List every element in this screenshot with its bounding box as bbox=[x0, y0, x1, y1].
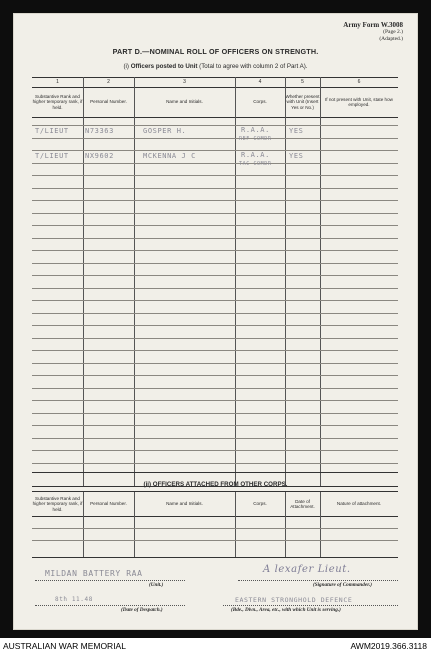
row-rule bbox=[32, 300, 398, 301]
column-number: 3 bbox=[183, 79, 186, 85]
row-rule bbox=[32, 275, 398, 276]
entry-2-name: MCKENNA J C bbox=[143, 152, 196, 160]
row-rule bbox=[32, 540, 398, 541]
row-rule bbox=[32, 138, 398, 139]
column-number: 5 bbox=[301, 79, 304, 85]
row-rule bbox=[32, 528, 398, 529]
despatch-value: 8th 11.48 bbox=[55, 596, 93, 603]
entry-2-corps-note: TAC COMDR bbox=[239, 161, 272, 167]
form-title: PART D.—NOMINAL ROLL OF OFFICERS ON STRENGTH. bbox=[112, 47, 319, 56]
caption-source: AUSTRALIAN WAR MEMORIAL bbox=[3, 641, 126, 651]
row-rule bbox=[32, 263, 398, 264]
area-label: (Bde., Divn., Area, etc., with which Unit is serving.) bbox=[231, 607, 341, 613]
subtitle-rest: (Total to agree with column 2 of Part A). bbox=[199, 63, 308, 70]
entry-2-corps: R.A.A. bbox=[241, 151, 270, 159]
section2-title: (ii) OFFICERS ATTACHED FROM OTHER CORPS. bbox=[143, 481, 288, 488]
column-number: 4 bbox=[258, 79, 262, 85]
header-present: Whether present with Unit (Insert Yes or No.) bbox=[285, 94, 320, 110]
area-value: EASTERN STRONGHOLD DEFENCE bbox=[235, 596, 353, 604]
entry-2-present: YES bbox=[289, 152, 304, 160]
row-rule bbox=[32, 288, 398, 289]
column-rule bbox=[320, 492, 321, 557]
entry-2-number: NX9602 bbox=[85, 152, 114, 160]
entry-1-present: YES bbox=[289, 127, 304, 135]
row-rule bbox=[32, 325, 398, 326]
entry-1-corps: R.A.A. bbox=[241, 126, 270, 134]
header-personal-number: Personal Number. bbox=[90, 99, 127, 105]
row-rule bbox=[32, 238, 398, 239]
row-rule bbox=[32, 375, 398, 376]
subtitle-bold: Officers posted to Unit bbox=[130, 63, 198, 70]
row-rule bbox=[32, 250, 398, 251]
header2-nature: Nature of attachment. bbox=[336, 501, 382, 507]
form-adapted-note: (Adapted.) bbox=[379, 35, 403, 42]
form-number-block bbox=[343, 21, 403, 42]
signature-dotline bbox=[238, 580, 398, 581]
despatch-dotline bbox=[35, 605, 185, 606]
entry-2-rank: T/LIEUT bbox=[35, 152, 69, 160]
row-rule bbox=[32, 175, 398, 176]
row-rule bbox=[32, 225, 398, 226]
signature-label: (Signature of Commander.) bbox=[313, 582, 372, 588]
header-corps: Corps. bbox=[253, 99, 267, 105]
row-rule bbox=[32, 425, 398, 426]
column-number: 1 bbox=[56, 79, 59, 85]
row-rule bbox=[32, 400, 398, 401]
row-rule bbox=[32, 388, 398, 389]
row-rule bbox=[32, 313, 398, 314]
row-rule bbox=[32, 363, 398, 364]
entry-1-name: GOSPER H. bbox=[143, 127, 187, 135]
form-page bbox=[13, 13, 418, 630]
header-employment: If not present with Unit, state how employed. bbox=[325, 96, 393, 107]
column-rule bbox=[134, 492, 135, 557]
header2-date: Date of Attachment. bbox=[290, 498, 315, 509]
form-page-number: (Page 2.) bbox=[383, 29, 403, 35]
row-rule bbox=[32, 125, 398, 126]
form-number: Army Form W.3008 bbox=[343, 21, 403, 29]
header2-corps: Corps. bbox=[253, 501, 267, 507]
row-rule bbox=[32, 200, 398, 201]
part1-bottom-rule bbox=[32, 472, 398, 473]
header2-personal-number: Personal Number. bbox=[90, 501, 127, 507]
section2-bottom-rule bbox=[32, 557, 398, 558]
entry-1-number: N73363 bbox=[85, 127, 114, 135]
caption-accession-number: AWM2019.366.3118 bbox=[350, 641, 427, 651]
column-rule bbox=[235, 492, 236, 557]
row-rule bbox=[32, 438, 398, 439]
entry-1-corps-note: REF COMDR bbox=[239, 136, 272, 142]
despatch-label: (Date of Despatch.) bbox=[121, 607, 163, 613]
column-rule bbox=[83, 492, 84, 557]
unit-dotline bbox=[35, 580, 185, 581]
form-subtitle bbox=[13, 63, 418, 70]
row-rule bbox=[32, 350, 398, 351]
row-rule bbox=[32, 413, 398, 414]
row-rule bbox=[32, 213, 398, 214]
row-rule bbox=[32, 338, 398, 339]
header2-name: Name and Initials. bbox=[166, 501, 203, 507]
area-dotline bbox=[223, 605, 398, 606]
header2-rank: Substantive Rank and higher temporary rank, if held. bbox=[32, 496, 83, 512]
row-rule bbox=[32, 188, 398, 189]
header-name: Name and Initials. bbox=[166, 99, 203, 105]
unit-value: MILDAN BATTERY RAA bbox=[45, 569, 143, 578]
header-rank: Substantive Rank and higher temporary rank, if held. bbox=[32, 94, 83, 110]
row-rule bbox=[32, 150, 398, 151]
subtitle-prefix: (i) bbox=[123, 63, 129, 70]
row-rule bbox=[32, 450, 398, 451]
part1-header-row bbox=[32, 87, 398, 118]
caption-bar bbox=[0, 638, 431, 653]
column-number: 6 bbox=[357, 79, 361, 85]
unit-label: (Unit.) bbox=[149, 582, 164, 588]
row-rule bbox=[32, 463, 398, 464]
entry-1-rank: T/LIEUT bbox=[35, 127, 69, 135]
column-rule bbox=[285, 492, 286, 557]
row-rule bbox=[32, 163, 398, 164]
column-number: 2 bbox=[107, 79, 110, 85]
commander-signature: A lexafer Lieut. bbox=[263, 564, 351, 575]
part2-header-row bbox=[32, 492, 398, 517]
